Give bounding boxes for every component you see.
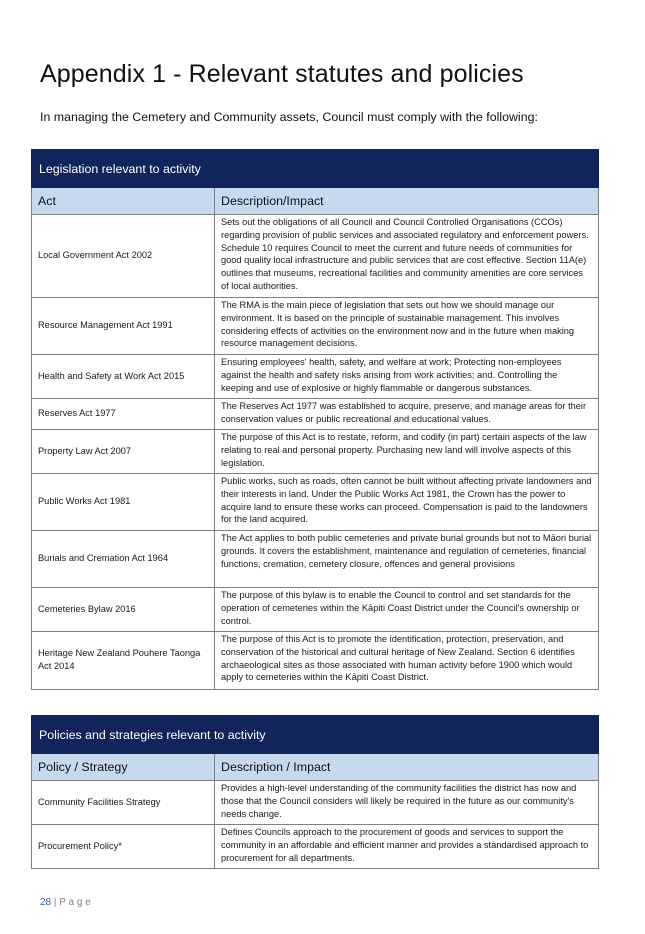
act-name: Public Works Act 1981 (32, 474, 215, 531)
act-description: Ensuring employees' health, safety, and welfare at work; Protecting non-employees against the health and safety risks arising from work activities; and. Controlling the keeping and use of explosive or highly flammable or dangerous substances. (215, 355, 599, 399)
act-name: Heritage New Zealand Pouhere Taonga Act 2014 (32, 632, 215, 690)
column-header-act: Act (32, 188, 215, 215)
act-description: Sets out the obligations of all Council and Council Controlled Organisations (CCOs) regarding provision of public services and associated regulatory and enforcement powers. Schedule 10 requires Council to meet the current and future needs of communities for good quality local infrastructure and public services that are cost effective. Section 11A(e) outlines that museums, recreational facilities and community amenities are core services of local authorities. (215, 215, 599, 298)
policy-name: Procurement Policy* (32, 825, 215, 869)
table-row (32, 825, 599, 869)
table-row (32, 781, 599, 825)
legislation-section-title: Legislation relevant to activity (32, 150, 599, 188)
table-row (32, 632, 599, 690)
column-header-description: Description / Impact (215, 754, 599, 781)
act-name: Reserves Act 1977 (32, 399, 215, 430)
table-row (32, 430, 599, 474)
table-row (32, 298, 599, 355)
column-header-policy: Policy / Strategy (32, 754, 215, 781)
act-name: Local Government Act 2002 (32, 215, 215, 298)
table-row (32, 588, 599, 632)
act-description: The RMA is the main piece of legislation that sets out how we should manage our environment. It is based on the principle of sustainable management. This involves considering effects of activities on the environment now and in the future when making resource management decisions. (215, 298, 599, 355)
legislation-table (31, 149, 599, 690)
act-description: The Reserves Act 1977 was established to acquire, preserve, and manage areas for their conservation values or public recreational and educational values. (215, 399, 599, 430)
legislation-column-headers (32, 188, 599, 215)
table-row (32, 355, 599, 399)
page-label: | P a g e (51, 897, 91, 908)
act-description: Public works, such as roads, often cannot be built without affecting private landowners and their interests in land. Under the Public Works Act 1981, the Crown has the power to acquire land to ensure these works can proceed. Compensation is paid to the landowners for the land acquired. (215, 474, 599, 531)
policies-section-header (32, 716, 599, 754)
act-name: Property Law Act 2007 (32, 430, 215, 474)
act-description: The purpose of this Act is to promote the identification, protection, preservation, and conservation of the historical and cultural heritage of New Zealand. Section 6 identifies archaeological sites as those associated with human activity before 1900 which would apply to cemeteries within the Kāpiti Coast District. (215, 632, 599, 690)
act-name: Health and Safety at Work Act 2015 (32, 355, 215, 399)
act-name: Cemeteries Bylaw 2016 (32, 588, 215, 632)
act-description: The purpose of this bylaw is to enable the Council to control and set standards for the operation of cemeteries within the Kāpiti Coast District under the Council's ownership or control. (215, 588, 599, 632)
act-name: Burials and Cremation Act 1964 (32, 531, 215, 588)
page-number: 28 (40, 897, 52, 908)
legislation-section-header (32, 150, 599, 188)
table-row (32, 215, 599, 298)
policies-column-headers (32, 754, 599, 781)
table-row (32, 399, 599, 430)
act-description: The Act applies to both public cemeteries and private burial grounds but not to Māori burial grounds. It covers the establishment, maintenance and regulation of cemeteries, financial functions, cremation, cemetery closure, offences and general provisions (215, 531, 599, 588)
page-title: Appendix 1 - Relevant statutes and policies (40, 60, 524, 88)
column-header-description: Description/Impact (215, 188, 599, 215)
table-row (32, 531, 599, 588)
page-footer (40, 897, 91, 908)
policy-description: Defines Councils approach to the procurement of goods and services to support the community in an affordable and efficient manner and provides a standardised approach to procurement for all departments. (215, 825, 599, 869)
act-name: Resource Management Act 1991 (32, 298, 215, 355)
policy-name: Community Facilities Strategy (32, 781, 215, 825)
intro-text: In managing the Cemetery and Community assets, Council must comply with the following: (40, 110, 538, 124)
act-description: The purpose of this Act is to restate, reform, and codify (in part) certain aspects of the law relating to real and personal property. Purchasing new land will involve aspects of this legislation. (215, 430, 599, 474)
policies-section-title: Policies and strategies relevant to activity (32, 716, 599, 754)
policy-description: Provides a high-level understanding of the community facilities the district has now and those that the Council considers will likely be required in the future as our community's needs change. (215, 781, 599, 825)
table-row (32, 474, 599, 531)
policies-table (31, 715, 599, 869)
